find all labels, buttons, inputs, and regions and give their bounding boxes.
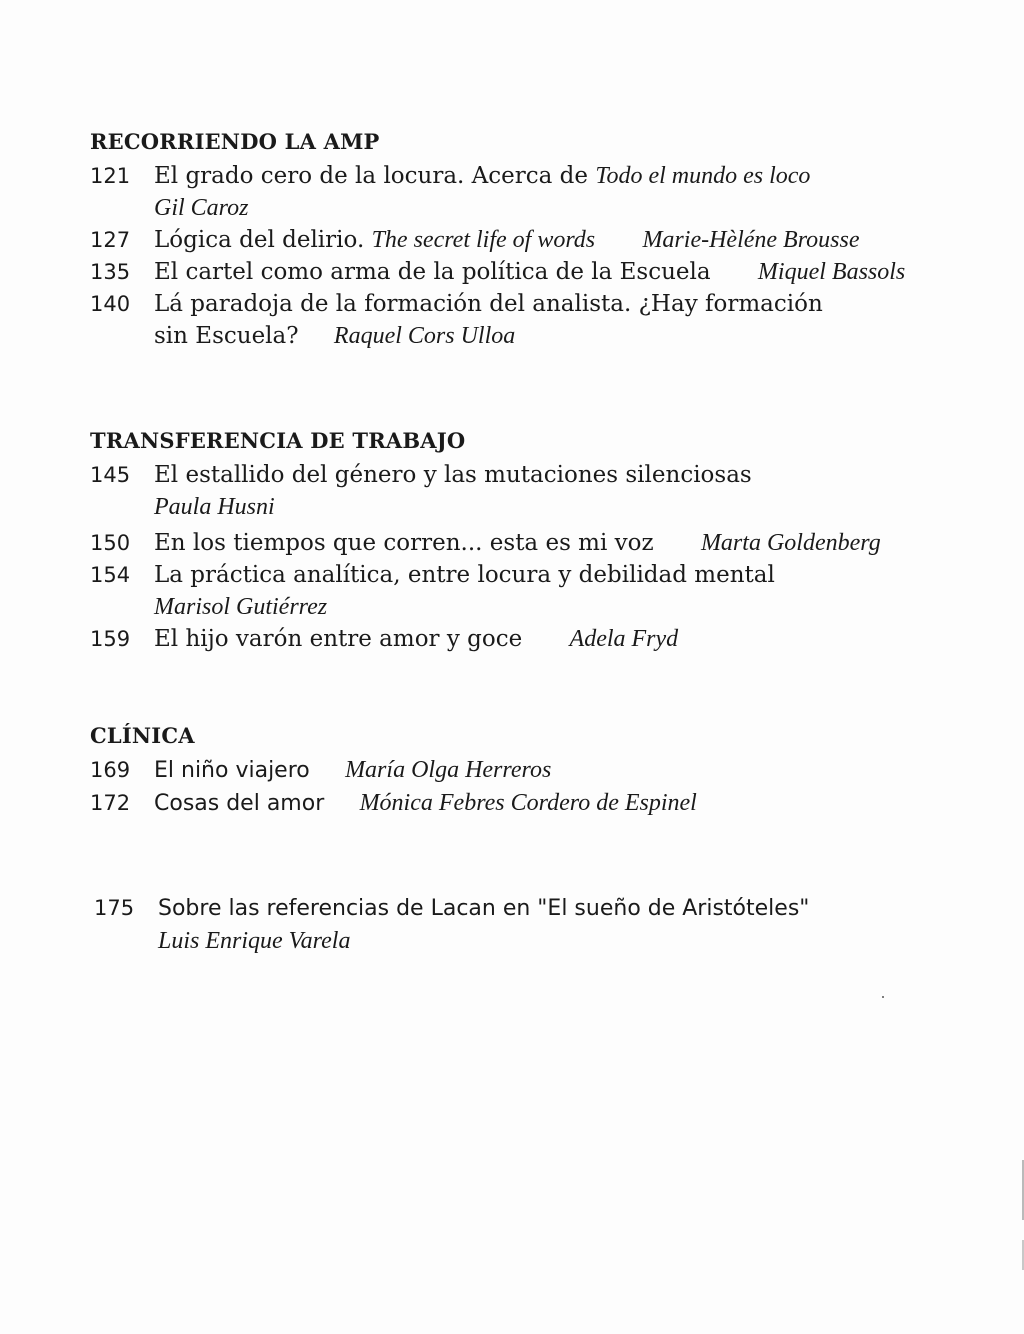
entry-title: El cartel como arma de la política de la Escuela (154, 259, 711, 285)
entry-author: Adela Fryd (569, 626, 679, 652)
entry-title: El estallido del género y las mutaciones silenciosas (154, 462, 752, 488)
entry-title: El grado cero de la locura. Acerca de (154, 163, 596, 189)
entry-author: Mónica Febres Cordero de Espinel (359, 790, 697, 816)
entry-title: El hijo varón entre amor y goce (154, 626, 523, 652)
entry-title: Sobre las referencias de Lacan en "El sueño de Aristóteles" (158, 896, 810, 921)
toc-entry (94, 892, 974, 957)
entry-author: Luis Enrique Varela (158, 928, 351, 954)
entry-title: Lógica del delirio. (154, 227, 372, 253)
entry-title: Lá paradoja de la formación del analista. ¿Hay formación (154, 291, 823, 317)
section-clinica (90, 722, 970, 820)
page-number: 121 (90, 164, 131, 188)
entry-title-continued: sin Escuela? (154, 323, 299, 349)
toc-entry (90, 527, 970, 559)
toc-entry (90, 623, 970, 655)
entry-author: Marie-Hèléne Brousse (642, 227, 860, 253)
entry-title-italic: Todo el mundo es loco (595, 163, 811, 189)
entry-author: María Olga Herreros (345, 757, 552, 783)
section-final (94, 892, 974, 957)
section-title: RECORRIENDO LA AMP (90, 129, 380, 154)
entry-author: Marisol Gutiérrez (154, 594, 328, 620)
page-number: 169 (90, 758, 131, 782)
entry-author: Gil Caroz (154, 195, 249, 221)
toc-entry (90, 256, 970, 288)
page-number: 159 (90, 627, 131, 651)
page-number: 175 (94, 896, 135, 920)
entry-author: Miquel Bassols (757, 259, 906, 285)
entry-title: El niño viajero (154, 758, 310, 783)
entry-title: En los tiempos que corren... esta es mi voz (154, 530, 654, 556)
toc-entry (90, 160, 970, 224)
section-recorriendo-la-amp (90, 128, 970, 352)
page-number: 154 (90, 563, 131, 587)
entry-title-italic: The secret life of words (371, 227, 596, 253)
toc-entry (90, 288, 970, 352)
section-title: TRANSFERENCIA DE TRABAJO (90, 428, 466, 453)
section-title: CLÍNICA (90, 723, 195, 748)
toc-entry (90, 459, 970, 523)
page-number: 127 (90, 228, 131, 252)
entry-author: Marta Goldenberg (700, 530, 881, 556)
toc-entry (90, 224, 970, 256)
page-number: 145 (90, 463, 131, 487)
toc-entry (90, 559, 970, 623)
page-number: 172 (90, 791, 131, 815)
page-number: 150 (90, 531, 131, 555)
entry-title: Cosas del amor (154, 791, 325, 816)
entry-title: La práctica analítica, entre locura y debilidad mental (154, 562, 775, 588)
entry-author: Paula Husni (154, 494, 275, 520)
section-transferencia-de-trabajo (90, 427, 970, 655)
toc-entry (90, 754, 970, 787)
page-number: 135 (90, 260, 131, 284)
toc-entry (90, 787, 970, 820)
page-number: 140 (90, 292, 131, 316)
scan-speck (882, 996, 884, 998)
entry-author: Raquel Cors Ulloa (333, 323, 516, 349)
